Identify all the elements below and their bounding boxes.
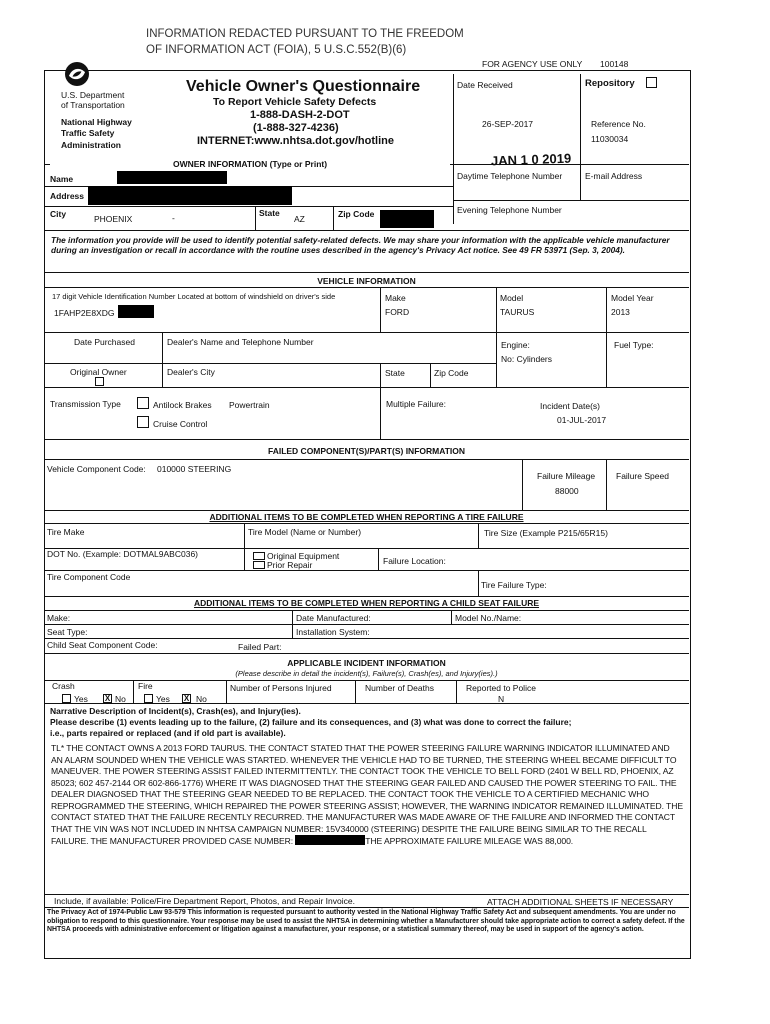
nhtsa-line2: Traffic Safety bbox=[61, 128, 115, 138]
dot-number-label: DOT No. (Example: DOTMAL9ABC036) bbox=[47, 549, 198, 559]
incident-subheader: (Please describe in detail the incident(s), Failure(s), Crash(es), and Injury(ies).) bbox=[235, 669, 498, 678]
foia-notice-line1: INFORMATION REDACTED PURSUANT TO THE FREEDOM bbox=[146, 28, 464, 40]
hotline-phone-numeric: (1-888-327-4236) bbox=[253, 122, 339, 134]
tire-section-header: ADDITIONAL ITEMS TO BE COMPLETED WHEN REPORTING A TIRE FAILURE bbox=[209, 512, 524, 522]
privacy-act-text: The Privacy Act of 1974-Public Law 93-579 This information is requested pursuant to authority vested in the National Highway Traffic Safety Act and subsequent amendments. You are under no obligation to respond to this questionnaire. Your response may be used to assist the NHTSA in determining whether a Manufacturer should take appropriate action to correct a safety defect. If the NHTSA proceeds with administrative enforcement or litigation against a manufacturer, your response, or a statistical summary thereof, may be used in support of the agency's action. bbox=[47, 909, 685, 934]
crash-yes-checkbox[interactable] bbox=[62, 694, 71, 703]
vin-label: 17 digit Vehicle Identification Number Located at bottom of windshield on driver's side bbox=[52, 292, 336, 301]
include-label: Include, if available: Police/Fire Department Report, Photos, and Repair Invoice. bbox=[54, 896, 355, 906]
crash-no-label: No bbox=[115, 694, 126, 704]
failure-mileage-label: Failure Mileage bbox=[537, 471, 596, 481]
nhtsa-line1: National Highway bbox=[61, 117, 132, 127]
antilock-label: Antilock Brakes bbox=[153, 400, 212, 410]
seat-type-label: Seat Type: bbox=[47, 627, 88, 637]
foia-notice-line2: OF INFORMATION ACT (FOIA), 5 U.S.C.552(B)(6) bbox=[146, 44, 407, 56]
narrative-tail: THE APPROXIMATE FAILURE MILEAGE WAS 88,000. bbox=[365, 836, 574, 846]
dealer-city-label: Dealer's City bbox=[167, 367, 215, 377]
original-equipment-label: Original Equipment bbox=[267, 551, 340, 561]
child-seat-make-label: Make: bbox=[47, 613, 71, 623]
incident-date-label: Incident Date(s) bbox=[540, 401, 600, 411]
crash-label: Crash bbox=[52, 681, 75, 691]
date-received-value: 26-SEP-2017 bbox=[482, 119, 534, 129]
fuel-type-label: Fuel Type: bbox=[614, 340, 654, 350]
dealer-name-label: Dealer's Name and Telephone Number bbox=[167, 337, 314, 347]
original-owner-checkbox[interactable] bbox=[95, 377, 104, 386]
failure-speed-label: Failure Speed bbox=[616, 471, 669, 481]
engine-label: Engine: bbox=[501, 340, 530, 350]
persons-injured-label: Number of Persons Injured bbox=[230, 683, 332, 693]
daytime-phone-label: Daytime Telephone Number bbox=[457, 171, 563, 181]
model-year-value: 2013 bbox=[611, 307, 630, 317]
attach-label: ATTACH ADDITIONAL SHEETS IF NECESSARY bbox=[487, 897, 674, 907]
child-seat-section-header: ADDITIONAL ITEMS TO BE COMPLETED WHEN REPORTING A CHILD SEAT FAILURE bbox=[193, 598, 540, 608]
city-value: PHOENIX bbox=[94, 214, 133, 224]
cylinders-label: No: Cylinders bbox=[501, 354, 553, 364]
narrative-label: Narrative Description of Incident(s), Crash(es), and Injury(ies). bbox=[50, 706, 301, 716]
fire-yes-label: Yes bbox=[156, 694, 170, 704]
powertrain-label: Powertrain bbox=[229, 400, 270, 410]
address-label: Address bbox=[50, 191, 85, 201]
narrative-text bbox=[51, 743, 683, 848]
make-label: Make bbox=[385, 293, 406, 303]
tire-failure-type-label: Tire Failure Type: bbox=[481, 580, 547, 590]
city-label: City bbox=[50, 209, 67, 219]
email-label: E-mail Address bbox=[585, 171, 643, 181]
zip-label: Zip Code bbox=[338, 209, 375, 219]
prior-repair-checkbox[interactable] bbox=[253, 561, 265, 569]
fire-label: Fire bbox=[138, 681, 153, 691]
cruise-control-checkbox[interactable] bbox=[137, 416, 149, 428]
model-year-label: Model Year bbox=[611, 293, 654, 303]
name-label: Name bbox=[50, 174, 74, 184]
dept-line1: U.S. Department bbox=[61, 90, 125, 100]
dept-line2: of Transportation bbox=[61, 100, 125, 110]
failed-part-label: Failed Part: bbox=[238, 642, 282, 652]
reported-police-value: N bbox=[498, 694, 505, 704]
component-code-value: 010000 STEERING bbox=[157, 464, 232, 474]
redacted-zip bbox=[380, 210, 434, 228]
state-label: State bbox=[259, 208, 280, 218]
cruise-control-label: Cruise Control bbox=[153, 419, 208, 429]
antilock-checkbox[interactable] bbox=[137, 397, 149, 409]
form-subtitle: To Report Vehicle Safety Defects bbox=[213, 96, 377, 108]
crash-yes-label: Yes bbox=[74, 694, 88, 704]
reference-number: 11030034 bbox=[591, 134, 629, 144]
hotline-internet: INTERNET:www.nhtsa.dot.gov/hotline bbox=[197, 135, 394, 147]
state-value: AZ bbox=[294, 214, 305, 224]
vehicle-state-label: State bbox=[385, 368, 405, 378]
fire-no-checkbox[interactable]: X bbox=[183, 694, 190, 703]
child-seat-component-label: Child Seat Component Code: bbox=[47, 640, 158, 650]
dot-logo-icon bbox=[64, 61, 90, 87]
date-purchased-label: Date Purchased bbox=[74, 337, 135, 347]
installation-system-label: Installation System: bbox=[296, 627, 370, 637]
narrative-instruction2: i.e., parts repaired or replaced (and if old part is available). bbox=[50, 728, 286, 738]
child-seat-model-label: Model No./Name: bbox=[455, 613, 522, 623]
repository-label: Repository bbox=[585, 78, 635, 89]
redacted-address bbox=[88, 186, 292, 205]
multiple-failure-label: Multiple Failure: bbox=[386, 399, 446, 409]
nhtsa-line3: Administration bbox=[61, 140, 121, 150]
reference-label: Reference No. bbox=[591, 119, 646, 129]
received-stamp-date: JAN 1 0 2019 bbox=[490, 150, 572, 169]
hotline-phone: 1-888-DASH-2-DOT bbox=[250, 109, 350, 121]
date-received-label: Date Received bbox=[457, 80, 513, 90]
tire-model-label: Tire Model (Name or Number) bbox=[248, 527, 362, 537]
prior-repair-label: Prior Repair bbox=[267, 560, 313, 570]
date-manufactured-label: Date Manufactured: bbox=[296, 613, 371, 623]
original-equipment-checkbox[interactable] bbox=[253, 552, 265, 560]
repository-checkbox[interactable] bbox=[646, 77, 657, 88]
redacted-vin bbox=[118, 305, 154, 318]
vin-value: 1FAHP2E8XDG bbox=[54, 308, 115, 318]
vehicle-zip-label: Zip Code bbox=[434, 368, 469, 378]
deaths-label: Number of Deaths bbox=[365, 683, 434, 693]
model-label: Model bbox=[500, 293, 524, 303]
reported-police-label: Reported to Police bbox=[466, 683, 536, 693]
model-value: TAURUS bbox=[500, 307, 535, 317]
failure-mileage-value: 88000 bbox=[555, 486, 579, 496]
transmission-label: Transmission Type bbox=[50, 399, 121, 409]
incident-info-header: APPLICABLE INCIDENT INFORMATION bbox=[287, 658, 446, 668]
narrative-instruction1: Please describe (1) events leading up to the failure, (2) failure and its consequences, and (3) what was done to correct the failure; bbox=[50, 717, 572, 727]
crash-no-checkbox[interactable]: X bbox=[104, 694, 111, 703]
component-code-label: Vehicle Component Code: bbox=[47, 464, 146, 474]
city-dash: - bbox=[172, 213, 175, 223]
make-value: FORD bbox=[385, 307, 410, 317]
fire-no-label: No bbox=[196, 694, 207, 704]
narrative-body: TL* THE CONTACT OWNS A 2013 FORD TAURUS. THE CONTACT STATED THAT THE POWER STEERING FAILURE WARNING INDICATOR ILLUMINATED AND AN ALARM SOUNDED WHEN THE VEHICLE WAS STARTED. WHENEVER THE VEHICLE HAD TO BE TURNED, THE STEERING WHEEL BECAME DIFFICULT TO MANEUVER. THE POWER STEERING ASSIST FAILED INTERMITTENTLY. THE CONTACT TOOK THE VEHICLE TO BELL FORD (2401 W BELL RD, PHOENIX, AZ 85023; 602 457-2144 OR 602-866-1776) WHERE IT WAS DIAGNOSED THAT THE STEERING GEAR FAILED AND CAUSED THE POWER STEERING TO FAIL. THE DEALER DIAGNOSED THAT THE STEERING GEAR NEEDED TO BE REPLACED. THE CONTACT TOOK THE VEHICLE TO A CERTIFIED MECHANIC WHO REPROGRAMMED THE STEERING, WHICH REPAIRED THE POWER STEERING ASSIST; HOWEVER, THE WARNING INDICATOR REMAINED ILLUMINATED. THE CONTACT STATED THAT THE FAILURE RECENTLY RECURRED. THE MANUFACTURER WAS MADE AWARE OF THE FAILURE AND INFORMED THE CONTACT THAT THE VIN WAS NOT INCLUDED IN NHTSA CAMPAIGN NUMBER: 15V340000 (STEERING) DESPITE THE FAILURE BEING SIMILAR TO THE RECALL FAILURE. THE MANUFACTURER PROVIDED CASE NUMBER: bbox=[51, 743, 683, 846]
privacy-note: The information you provide will be used to identify potential safety-related defects. We may share your information with the applicable vehicle manufacturer during an investigation or recall in accordance with the routine uses described in the agency's Privacy Act notice. See 49 FR 53971 (Sep. 3, 2004). bbox=[51, 235, 670, 255]
evening-phone-label: Evening Telephone Number bbox=[457, 205, 562, 215]
tire-component-label: Tire Component Code bbox=[47, 572, 131, 582]
redacted-case-number bbox=[295, 835, 365, 845]
incident-date-value: 01-JUL-2017 bbox=[557, 415, 607, 425]
owner-info-header: OWNER INFORMATION (Type or Print) bbox=[50, 159, 450, 169]
tire-size-label: Tire Size (Example P215/65R15) bbox=[484, 528, 608, 538]
vehicle-info-header: VEHICLE INFORMATION bbox=[317, 276, 416, 286]
original-owner-label: Original Owner bbox=[70, 367, 127, 377]
tire-make-label: Tire Make bbox=[47, 527, 85, 537]
failure-location-label: Failure Location: bbox=[383, 556, 446, 566]
agency-use-label: FOR AGENCY USE ONLY bbox=[482, 59, 583, 69]
agency-use-number: 100148 bbox=[600, 59, 629, 69]
form-title: Vehicle Owner's Questionnaire bbox=[186, 78, 421, 95]
failed-components-header: FAILED COMPONENT(S)/PART(S) INFORMATION bbox=[267, 446, 466, 456]
fire-yes-checkbox[interactable] bbox=[144, 694, 153, 703]
redacted-name bbox=[117, 171, 227, 184]
